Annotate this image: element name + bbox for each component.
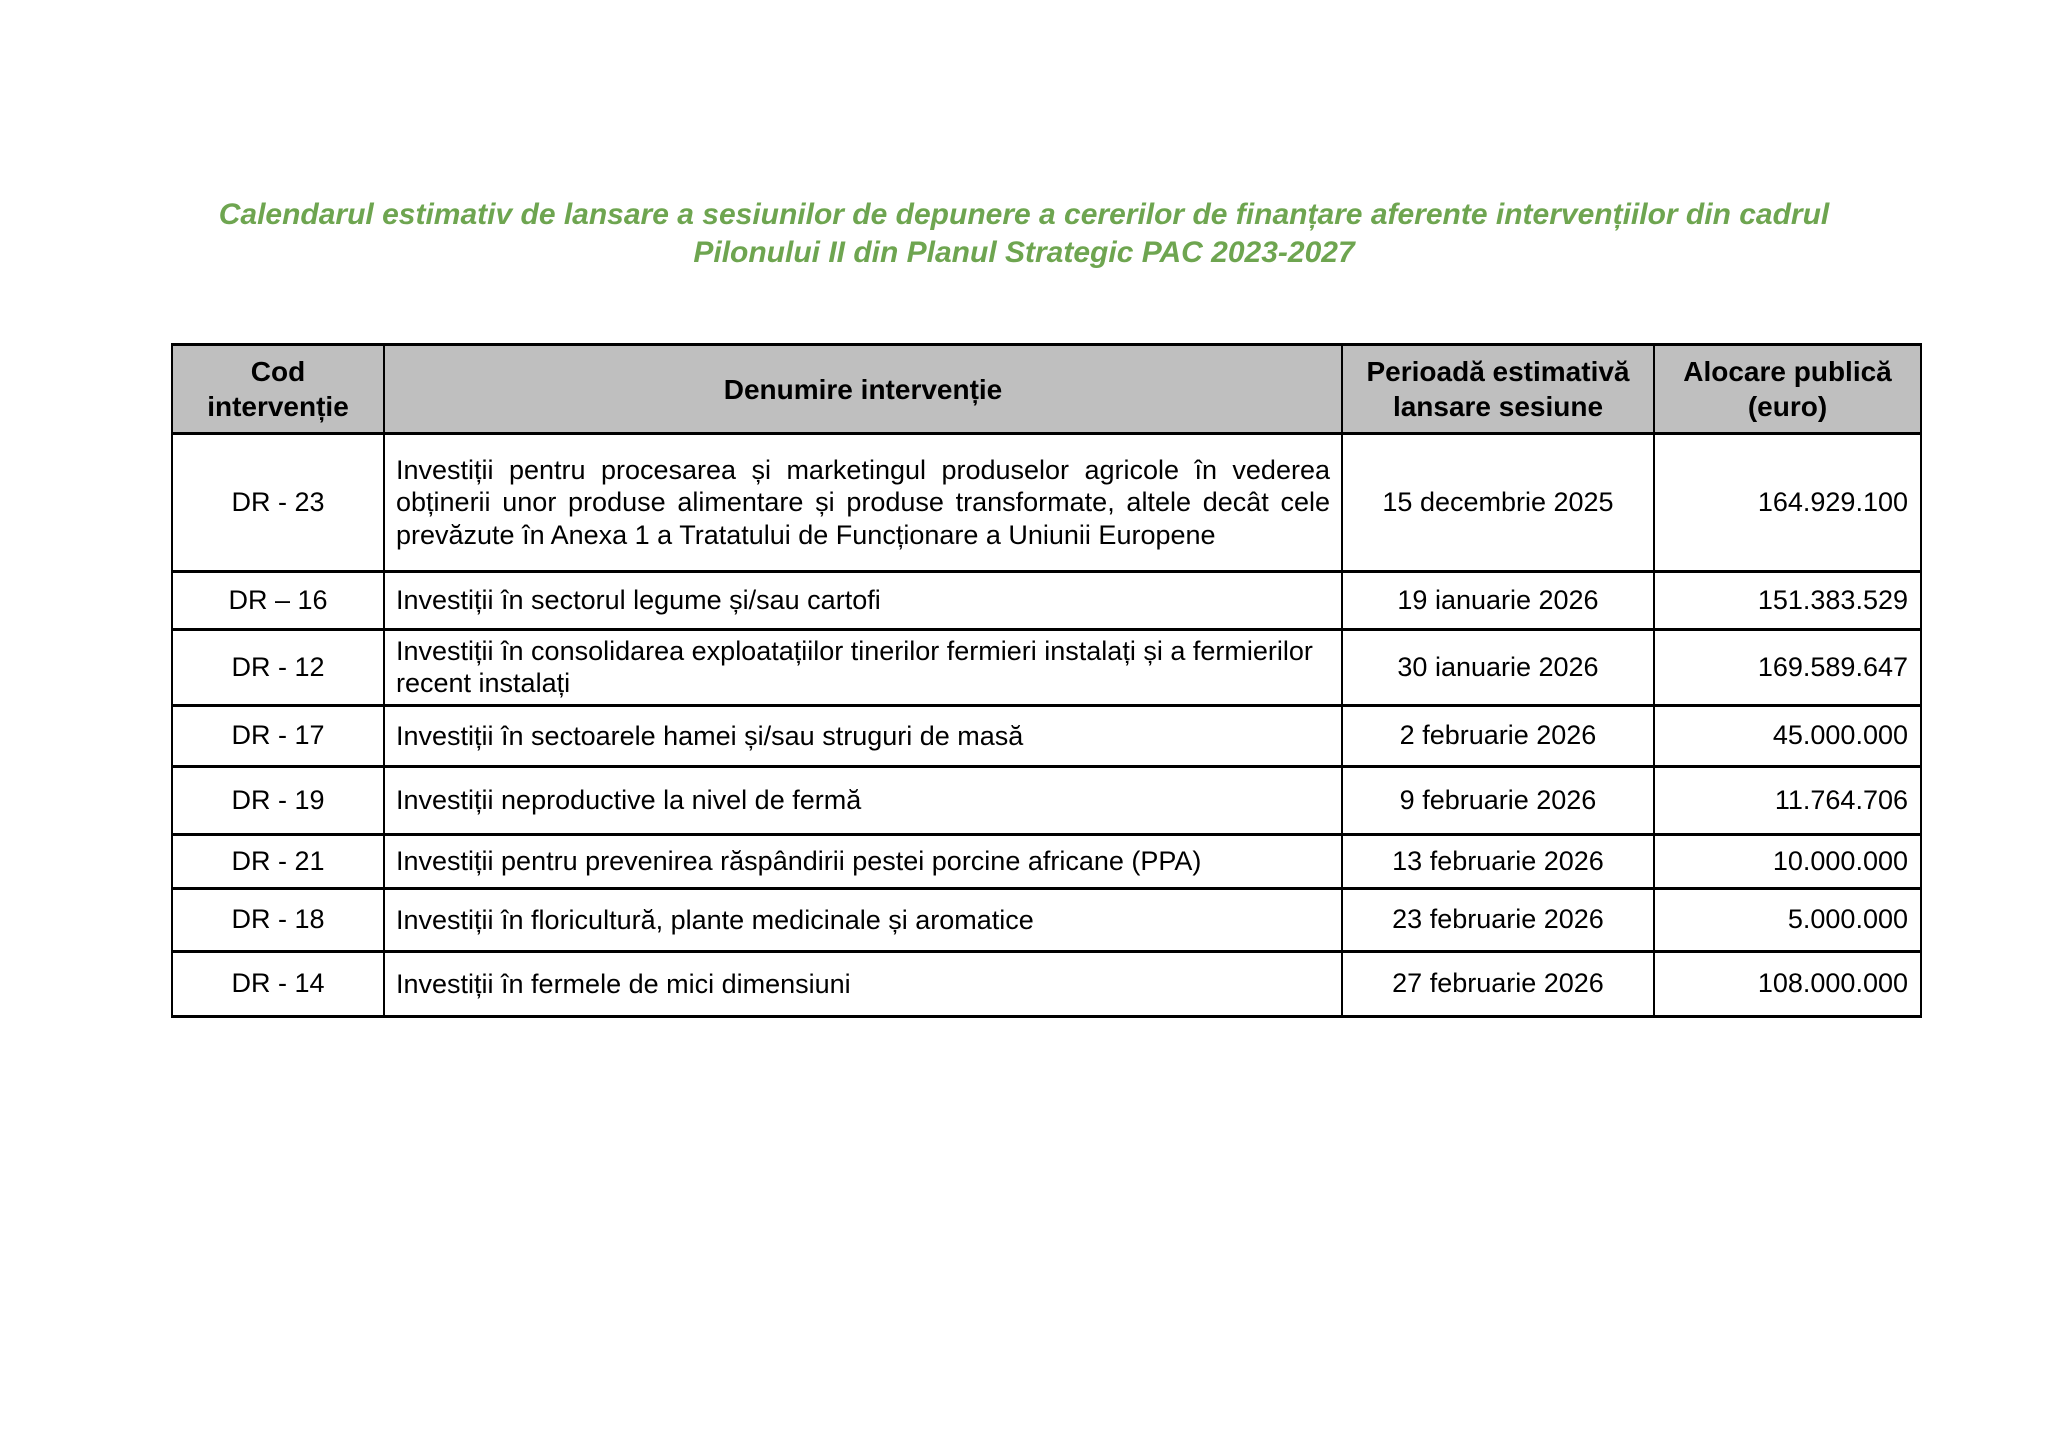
cell-denumire: Investiții în floricultură, plante medicinale și aromatice	[384, 888, 1342, 951]
cell-perioada: 2 februarie 2026	[1342, 705, 1654, 766]
cell-perioada: 9 februarie 2026	[1342, 766, 1654, 834]
header-cod-interventie: Cod intervenție	[172, 345, 384, 434]
table-header-row	[172, 345, 1921, 434]
table-row	[172, 630, 1921, 706]
cell-denumire: Investiții în sectorul legume și/sau cartofi	[384, 572, 1342, 630]
cell-cod: DR - 17	[172, 705, 384, 766]
table-row	[172, 766, 1921, 834]
cell-cod: DR - 21	[172, 834, 384, 888]
table-row	[172, 434, 1921, 572]
cell-denumire: Investiții în fermele de mici dimensiuni	[384, 951, 1342, 1016]
cell-cod: DR – 16	[172, 572, 384, 630]
cell-perioada: 23 februarie 2026	[1342, 888, 1654, 951]
cell-alocare: 164.929.100	[1654, 434, 1921, 572]
cell-perioada: 27 februarie 2026	[1342, 951, 1654, 1016]
cell-cod: DR - 23	[172, 434, 384, 572]
cell-alocare: 5.000.000	[1654, 888, 1921, 951]
cell-cod: DR - 18	[172, 888, 384, 951]
cell-alocare: 11.764.706	[1654, 766, 1921, 834]
cell-cod: DR - 19	[172, 766, 384, 834]
table-row	[172, 834, 1921, 888]
table-header	[172, 345, 1921, 434]
table-row	[172, 572, 1921, 630]
header-alocare-publica: Alocare publică (euro)	[1654, 345, 1921, 434]
cell-denumire: Investiții în consolidarea exploatațiilor tinerilor fermieri instalați și a fermierilor recent instalați	[384, 630, 1342, 706]
document-title	[0, 196, 2048, 272]
cell-cod: DR - 14	[172, 951, 384, 1016]
cell-alocare: 169.589.647	[1654, 630, 1921, 706]
cell-alocare: 10.000.000	[1654, 834, 1921, 888]
cell-denumire: Investiții în sectoarele hamei și/sau struguri de masă	[384, 705, 1342, 766]
cell-denumire: Investiții pentru procesarea și marketingul produselor agricole în vederea obținerii unor produse alimentare și produse transformate, altele decât cele prevăzute în Anexa 1 a Tratatului de Funcționare a Uniunii Europene	[384, 434, 1342, 572]
cell-alocare: 151.383.529	[1654, 572, 1921, 630]
table-row	[172, 951, 1921, 1016]
document-title-line-2: Pilonului II din Planul Strategic PAC 2023-2027	[693, 236, 1355, 269]
cell-perioada: 15 decembrie 2025	[1342, 434, 1654, 572]
cell-cod: DR - 12	[172, 630, 384, 706]
cell-denumire: Investiții neproductive la nivel de fermă	[384, 766, 1342, 834]
sessions-calendar-table	[171, 343, 1922, 1018]
cell-perioada: 13 februarie 2026	[1342, 834, 1654, 888]
cell-alocare: 45.000.000	[1654, 705, 1921, 766]
header-perioada-estimativa: Perioadă estimativă lansare sesiune	[1342, 345, 1654, 434]
header-denumire-interventie: Denumire intervenție	[384, 345, 1342, 434]
document-title-line-1: Calendarul estimativ de lansare a sesiunilor de depunere a cererilor de finanțare aferente intervențiilor din cadrul	[218, 198, 1830, 231]
cell-alocare: 108.000.000	[1654, 951, 1921, 1016]
table-row	[172, 705, 1921, 766]
table-row	[172, 888, 1921, 951]
cell-denumire: Investiții pentru prevenirea răspândirii pestei porcine africane (PPA)	[384, 834, 1342, 888]
cell-perioada: 30 ianuarie 2026	[1342, 630, 1654, 706]
cell-perioada: 19 ianuarie 2026	[1342, 572, 1654, 630]
